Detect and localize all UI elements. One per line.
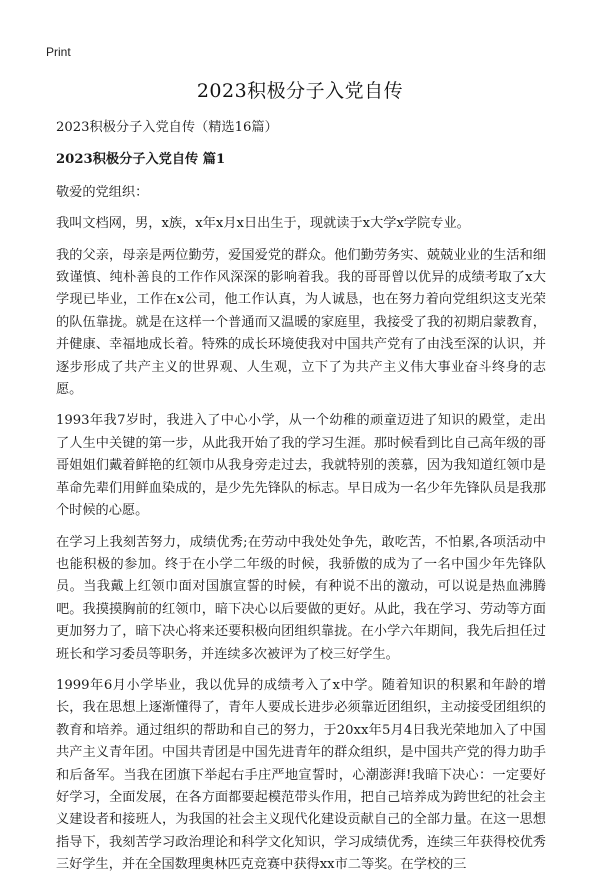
section-heading: 2023积极分子入党自传 篇1: [56, 152, 226, 168]
paragraph-young-pioneer: 在学习上我刻苦努力，成绩优秀;在劳动中我处处争先，敢吃苦，不怕累,各项活动中也能积极的参加。终于在小学二年级的时候，我骄傲的成为了一名中国少年先锋队员。当我戴上红领巾面对国旗宣誓的时候，有种说不出的激动，可以说是热血沸腾吧。我摸摸胸前的红领巾，暗下决心以后要做的更好。从此，我在学习、劳动等方面更加努力了，暗下决心将来还要积极向团组织靠拢。在小学六年期间，我先后担任过班长和学习委员等职务，并连续多次被评为了校三好学生。: [56, 534, 546, 662]
paragraph-middle-school: 1999年6月小学毕业，我以优异的成绩考入了x中学。随着知识的积累和年龄的增长，我在思想上逐渐懂得了，青年人要成长进步必须靠近团组织，主动接受团组织的教育和培养。通过组织的帮助和自己的努力，于20xx年5月4日我光荣地加入了中国共产主义青年团。中国共青团是中国先进青年的群众组织，是中国共产党的得力助手和后备军。当我在团旗下举起右手庄严地宣誓时，心潮澎湃!我暗下决心：一定要好好学习，全面发展，在各方面都要起模范带头作用，把自己培养成为跨世纪的社会主义建设者和接班人，为我国的社会主义现代化建设贡献自己的全部力量。在这一思想指导下，我刻苦学习政治理论和科学文化知识，学习成绩优秀，连续三年获得校优秀三好学生，并在全国数理奥林匹克竞赛中获得xx市二等奖。在学校的三: [56, 677, 546, 873]
paragraph-intro: 我叫文档网，男，x族，x年x月x日出生于，现就读于x大学x学院专业。: [56, 216, 470, 232]
salutation: 敬爱的党组织：: [56, 184, 149, 200]
paragraph-family: 我的父亲，母亲是两位勤劳，爱国爱党的群众。他们勤劳务实、兢兢业业的生活和细致谨慎、纯朴善良的工作作风深深的影响着我。我的哥哥曾以优异的成绩考取了x大学现已毕业，工作在x公司，他工作认真，为人诚恳，也在努力着向党组织这支光荣的队伍靠拢。就是在这样一个普通而又温暖的家庭里，我接受了我的初期启蒙教育，并健康、幸福地成长着。特殊的成长环境使我对中国共产党有了由浅至深的认识，并逐步形成了共产主义的世界观、人生观，立下了为共产主义伟大事业奋斗终身的志愿。: [56, 247, 546, 398]
print-link[interactable]: Print: [46, 45, 71, 59]
document-title: 2023积极分子入党自传: [196, 80, 404, 102]
paragraph-primary-school: 1993年我7岁时，我进入了中心小学，从一个幼稚的顽童迈进了知识的殿堂，走出了人生中关键的第一步，从此我开始了我的学习生涯。那时候看到比自己高年级的哥哥姐姐们戴着鲜艳的红领巾从我身旁走过去，我就特别的羡慕，因为我知道红领巾是革命先辈们用鲜血染成的，是少先先锋队的标志。早日成为一名少年先锋队员是我那个时候的心愿。: [56, 413, 546, 519]
document-subtitle: 2023积极分子入党自传（精选16篇）: [56, 120, 278, 135]
document-body: [56, 117, 546, 884]
